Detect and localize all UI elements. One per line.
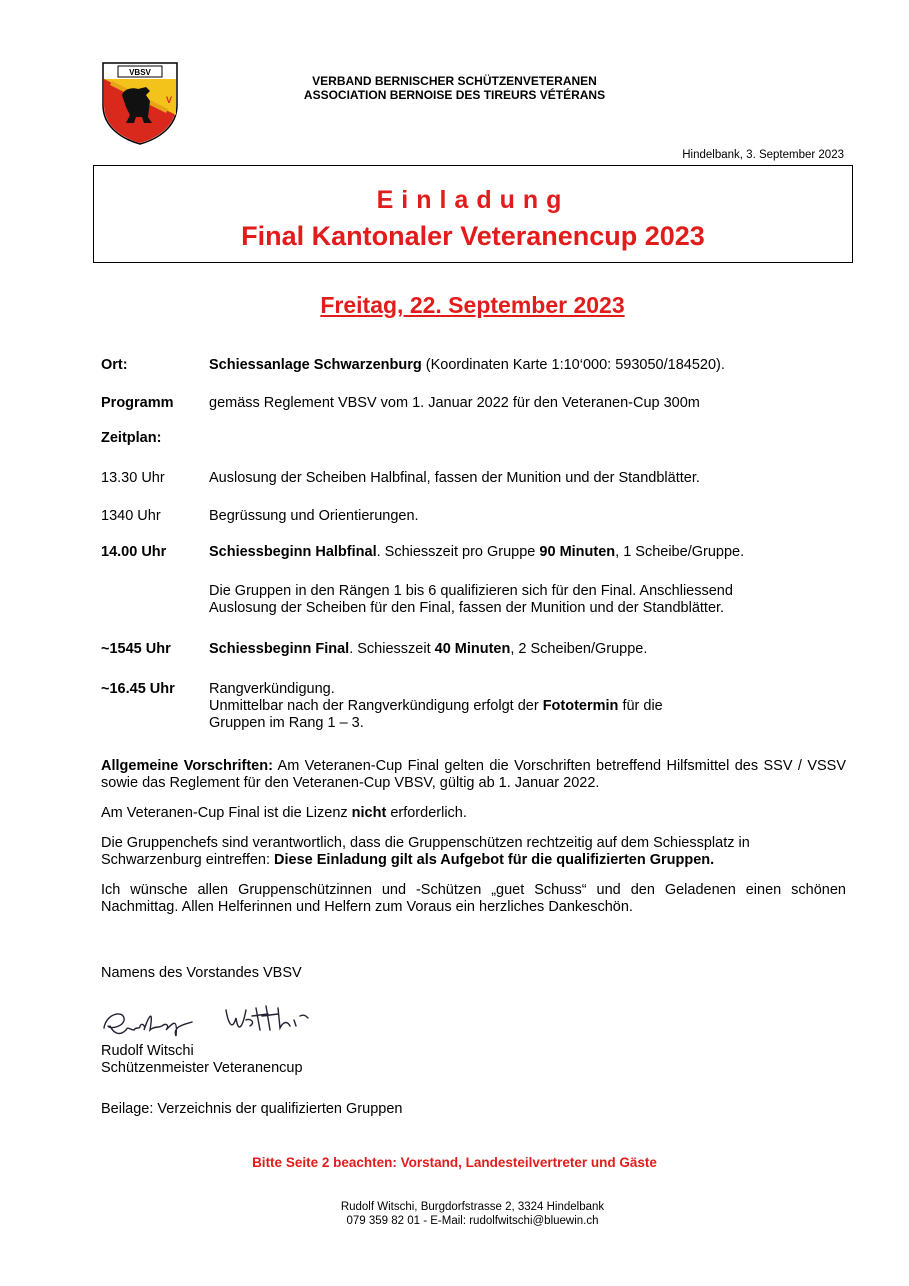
schedule-bold: 40 Minuten	[434, 641, 511, 657]
ort-label: Ort:	[101, 357, 128, 373]
schedule-bold: 90 Minuten	[539, 544, 616, 560]
schedule-time: 13.30 Uhr	[101, 470, 165, 486]
schedule-bold: Fototermin	[542, 698, 619, 714]
event-title: Final Kantonaler Veteranencup 2023	[241, 221, 705, 251]
org-name-de: VERBAND BERNISCHER SCHÜTZENVETERANEN	[312, 74, 597, 88]
schedule-text: Begrüssung und Orientierungen.	[209, 508, 419, 524]
org-name-fr: ASSOCIATION BERNOISE DES TIREURS VÉTÉRANS	[303, 88, 606, 102]
schedule-line: Rangverkündigung.	[209, 681, 335, 697]
schedule-bold: Schiessbeginn Halbfinal	[209, 544, 377, 560]
schedule-text	[209, 641, 647, 658]
footer	[0, 1200, 909, 1228]
signer-block	[101, 1043, 303, 1077]
event-date: Freitag, 22. September 2023	[320, 292, 625, 318]
chefs-bold: Diese Einladung gilt als Aufgebot für die qualifizierten Gruppen.	[274, 852, 715, 868]
schedule-line	[209, 698, 663, 715]
programm-value: gemäss Reglement VBSV vom 1. Januar 2022 für den Veteranen-Cup 300m	[209, 395, 700, 411]
wishes-paragraph: Ich wünsche allen Gruppenschützinnen und -Schützen „guet Schuss“ und den Geladenen einen schönen Nachmittag. Allen Helferinnen und Helfern zum Voraus ein herzliches Dankeschön.	[101, 882, 846, 915]
schedule-time: ~16.45 Uhr	[101, 681, 175, 697]
schedule-part: . Schiesszeit pro Gruppe	[376, 544, 540, 560]
rules-heading: Allgemeine Vorschriften:	[101, 758, 273, 774]
place-date: Hindelbank, 3. September 2023	[682, 149, 844, 161]
ort-value	[209, 357, 725, 374]
rules-text: Am Veteranen-Cup Final gelten die Vorschriften betreffend Hilfsmittel des SSV / VSSV sowie das Reglement für den Veteranen-Cup VBSV, gültig ab 1. Januar 2022.	[101, 758, 846, 791]
schedule-text	[209, 544, 744, 561]
footer-address: Rudolf Witschi, Burgdorfstrasse 2, 3324 Hindelbank	[340, 1201, 605, 1213]
zeitplan-label: Zeitplan:	[101, 430, 162, 446]
ort-details: (Koordinaten Karte 1:10‘000: 593050/184520).	[421, 357, 725, 373]
schedule-line: Gruppen im Rang 1 – 3.	[209, 715, 364, 731]
schedule-time: 1340 Uhr	[101, 508, 161, 524]
schedule-note-line: Auslosung der Scheiben für den Final, fassen der Munition und der Standblätter.	[209, 600, 725, 616]
schedule-text	[209, 681, 663, 732]
programm-label: Programm	[101, 395, 174, 411]
footer-contact: 079 359 82 01 - E-Mail: rudolfwitschi@bluewin.ch	[346, 1215, 599, 1227]
schedule-time: ~1545 Uhr	[101, 641, 171, 657]
schedule-time: 14.00 Uhr	[101, 544, 167, 560]
schedule-part: Unmittelbar nach der Rangverkündigung erfolgt der	[209, 698, 543, 714]
invitation-heading: Einladung	[376, 186, 570, 214]
closing-line: Namens des Vorstandes VBSV	[101, 965, 302, 981]
appendix-line: Beilage: Verzeichnis der qualifizierten Gruppen	[101, 1101, 403, 1117]
schedule-part: für die	[618, 698, 663, 714]
schedule-note	[209, 583, 733, 617]
signature	[100, 996, 350, 1044]
license-text: erforderlich.	[386, 805, 467, 821]
schedule-text: Auslosung der Scheiben Halbfinal, fassen der Munition und der Standblätter.	[209, 470, 700, 486]
license-paragraph	[101, 805, 846, 822]
ort-venue: Schiessanlage Schwarzenburg	[209, 357, 422, 373]
rules-paragraph	[101, 758, 846, 792]
chefs-text: Die Gruppenchefs sind verantwortlich, dass die Gruppenschützen rechtzeitig auf dem Schiessplatz in Schwarzenburg eintreffen:	[101, 835, 750, 868]
svg-text:V: V	[166, 95, 173, 105]
title-box	[93, 165, 853, 263]
schedule-bold: Schiessbeginn Final	[209, 641, 350, 657]
license-text: Am Veteranen-Cup Final ist die Lizenz	[101, 805, 352, 821]
schedule-part: , 2 Scheiben/Gruppe.	[510, 641, 648, 657]
signer-role: Schützenmeister Veteranencup	[101, 1060, 303, 1076]
chefs-paragraph	[101, 835, 846, 869]
schedule-part: . Schiesszeit	[349, 641, 435, 657]
schedule-note-line: Die Gruppen in den Rängen 1 bis 6 qualifizieren sich für den Final. Anschliessend	[209, 583, 733, 599]
page-2-notice: Bitte Seite 2 beachten: Vorstand, Landesteilvertreter und Gäste	[252, 1155, 657, 1170]
license-bold: nicht	[351, 805, 387, 821]
signer-name: Rudolf Witschi	[101, 1043, 194, 1059]
organization-header	[0, 74, 909, 102]
logo-text: VBSV	[129, 68, 151, 77]
schedule-part: , 1 Scheibe/Gruppe.	[615, 544, 745, 560]
